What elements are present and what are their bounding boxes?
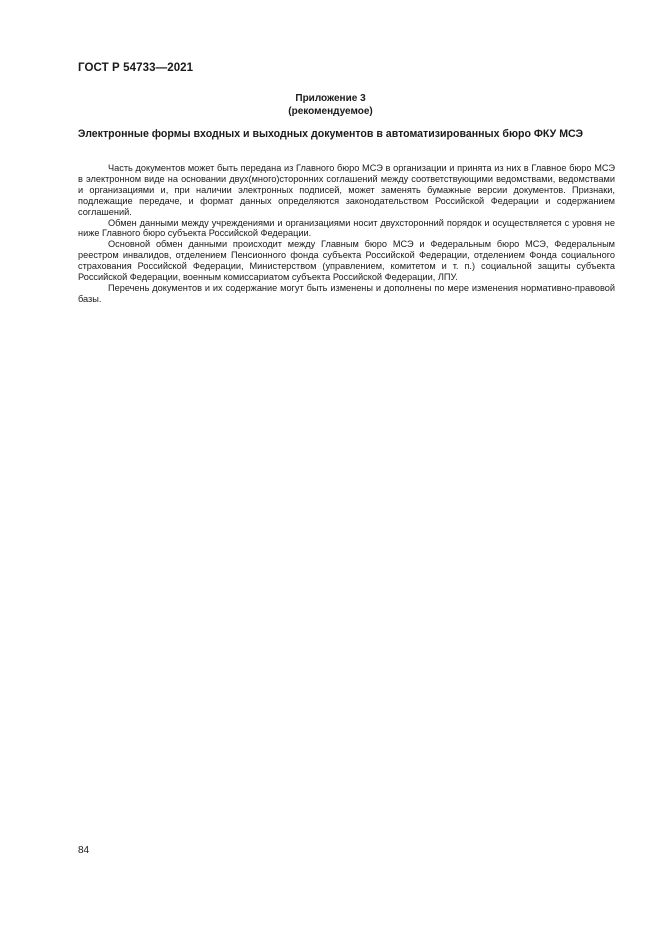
- paragraph-3: Основной обмен данными происходит между Главным бюро МСЭ и Федеральным бюро МСЭ, Федеральным реестром инвалидов, отделением Пенсионного фонда субъекта Российской Федерации, отделением Фонда социального страхования Российской Федерации, Министерством (управлением, комитетом и т. п.) социальной защиты субъекта Российской Федерации, военным комиссариатом субъекта Российской Федерации, ЛПУ.: [78, 239, 615, 283]
- section-title: Электронные формы входных и выходных документов в автоматизированных бюро ФКУ МСЭ: [77, 128, 584, 140]
- document-code: ГОСТ Р 54733—2021: [78, 62, 194, 74]
- paragraph-1: Часть документов может быть передана из Главного бюро МСЭ в организации и принята из них в Главное бюро МСЭ в электронном виде на основании двух(много)сторонних соглашений между соответствующими ведомствами, ведомствами и организациями и, при наличии электронных подписей, может заменять бумажные версии документов. Признаки, подлежащие передаче, и формат данных определяются законодательством Российской Федерации и содержанием соглашений.: [78, 163, 615, 217]
- page-number: 84: [78, 845, 90, 856]
- paragraph-2: Обмен данными между учреждениями и организациями носит двухсторонний порядок и осуществляется с уровня не ниже Главного бюро субъекта Российской Федерации.: [78, 217, 615, 239]
- appendix-heading: [0, 92, 661, 118]
- appendix-subtitle: (рекомендуемое): [288, 106, 373, 117]
- paragraph-4: Перечень документов и их содержание могут быть изменены и дополнены по мере изменения нормативно-правовой базы.: [78, 282, 615, 304]
- appendix-title: Приложение 3: [295, 93, 366, 104]
- body-text: [78, 163, 615, 305]
